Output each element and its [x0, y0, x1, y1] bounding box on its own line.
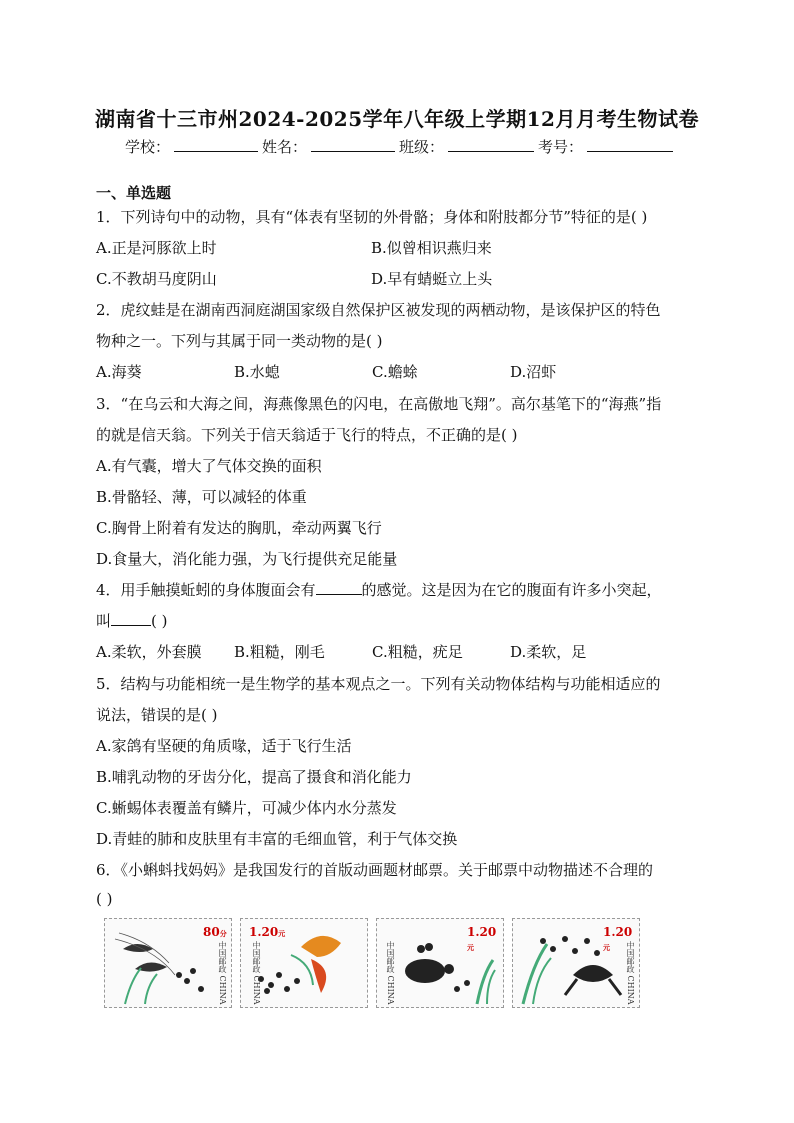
q5-option-a[interactable]: A.家鸽有坚硬的角质喙，适于飞行生活 — [96, 737, 352, 755]
q1-option-b[interactable]: B.似曾相识燕归来 — [371, 239, 492, 257]
question-2-stem-line2: 物种之一。下列与其属于同一类动物的是( ) — [96, 332, 383, 350]
stamp-4-value: 1.20元 — [603, 925, 633, 952]
stamp-3-value: 1.20元 — [467, 925, 497, 952]
stamp-1-post-label: 中国邮政 CHINA — [218, 941, 227, 1005]
q4-blank-2[interactable] — [111, 611, 151, 626]
q3-option-a[interactable]: A.有气囊，增大了气体交换的面积 — [96, 457, 322, 475]
q4-option-b[interactable]: B.粗糙，刚毛 — [234, 643, 325, 661]
stamp-2-post-label: 中国邮政 CHINA — [252, 941, 261, 1005]
question-1-stem: 1．下列诗句中的动物，具有“体表有坚韧的外骨骼；身体和附肢都分节”特征的是( ) — [96, 208, 648, 226]
stamp-4 — [512, 918, 640, 1008]
q4-stem-part2: 的感觉。这是因为在它的腹面有许多小突起， — [361, 581, 662, 599]
q4-stem-part3: 叫 — [96, 612, 112, 630]
q4-stem-part4: ( ) — [151, 612, 168, 630]
q4-option-c[interactable]: C.粗糙，疣足 — [372, 643, 463, 661]
q3-option-d[interactable]: D.食量大，消化能力强，为飞行提供充足能量 — [96, 550, 398, 568]
q4-stem-part1: 4．用手触摸蚯蚓的身体腹面会有 — [96, 581, 316, 599]
q4-option-d[interactable]: D.柔软，足 — [510, 643, 587, 661]
q2-option-d[interactable]: D.沼虾 — [510, 363, 557, 381]
name-label: 姓名： — [262, 138, 308, 156]
stamp-4-post-label: 中国邮政 CHINA — [626, 941, 635, 1005]
q1-option-d[interactable]: D.早有蜻蜓立上头 — [371, 270, 493, 288]
class-blank[interactable] — [448, 137, 534, 152]
question-3-stem-line1: 3．“在乌云和大海之间，海燕像黑色的闪电，在高傲地飞翔”。高尔基笔下的“海燕”指 — [96, 395, 662, 413]
section-heading: 一、单选题 — [96, 184, 172, 202]
q5-option-c[interactable]: C.蜥蜴体表覆盖有鳞片，可减少体内水分蒸发 — [96, 799, 397, 817]
q2-option-c[interactable]: C.蟾蜍 — [372, 363, 418, 381]
question-2-stem-line1: 2．虎纹蛙是在湖南西洞庭湖国家级自然保护区被发现的两栖动物，是该保护区的特色 — [96, 301, 661, 319]
stamp-2 — [240, 918, 368, 1008]
q5-option-b[interactable]: B.哺乳动物的牙齿分化，提高了摄食和消化能力 — [96, 768, 412, 786]
question-4-stem-line1 — [96, 579, 662, 600]
q2-option-b[interactable]: B.水螅 — [234, 363, 280, 381]
q3-option-b[interactable]: B.骨骼轻、薄，可以减轻的体重 — [96, 488, 307, 506]
question-4-stem-line2 — [96, 610, 168, 631]
student-info-row — [125, 136, 677, 157]
q2-option-a[interactable]: A.海葵 — [96, 363, 142, 381]
question-3-stem-line2: 的就是信天翁。下列关于信天翁适于飞行的特点，不正确的是( ) — [96, 426, 518, 444]
stamp-1 — [104, 918, 232, 1008]
name-blank[interactable] — [311, 137, 395, 152]
q3-option-c[interactable]: C.胸骨上附着有发达的胸肌，牵动两翼飞行 — [96, 519, 382, 537]
page-title: 湖南省十三市州2024-2025学年八年级上学期12月月考生物试卷 — [95, 107, 699, 131]
question-5-stem-line1: 5．结构与功能相统一是生物学的基本观点之一。下列有关动物体结构与功能相适应的 — [96, 675, 661, 693]
q4-blank-1[interactable] — [316, 580, 362, 595]
stamp-3 — [376, 918, 504, 1008]
school-label: 学校： — [125, 138, 171, 156]
question-6-stem-line1: 6．《小蝌蚪找妈妈》是我国发行的首版动画题材邮票。关于邮票中动物描述不合理的 — [96, 861, 654, 879]
school-blank[interactable] — [174, 137, 258, 152]
stamps-figure — [104, 918, 644, 1010]
stamp-3-post-label: 中国邮政 CHINA — [386, 941, 395, 1005]
stamp-2-value: 1.20元 — [249, 925, 286, 939]
q5-option-d[interactable]: D.青蛙的肺和皮肤里有丰富的毛细血管，利于气体交换 — [96, 830, 458, 848]
stamp-1-value: 80分 — [203, 925, 227, 939]
question-5-stem-line2: 说法，错误的是( ) — [96, 706, 218, 724]
question-6-stem-line2: ( ) — [96, 890, 113, 908]
q1-option-c[interactable]: C.不教胡马度阴山 — [96, 270, 217, 288]
number-blank[interactable] — [587, 137, 673, 152]
q4-option-a[interactable]: A.柔软，外套膜 — [96, 643, 202, 661]
q1-option-a[interactable]: A.正是河豚欲上时 — [96, 239, 217, 257]
class-label: 班级： — [399, 138, 445, 156]
number-label: 考号： — [538, 138, 584, 156]
